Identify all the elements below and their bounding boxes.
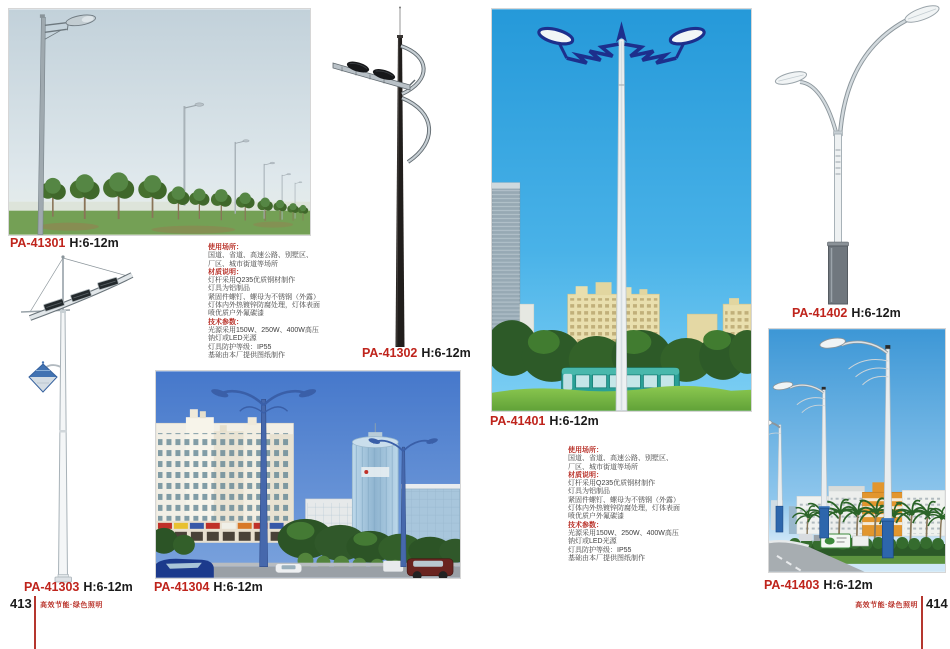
spec-line: 灯具防护等级：IP55 xyxy=(208,343,272,351)
spec-line: 钠灯或LED光源 xyxy=(208,335,257,343)
spec-line: 灯具为铝制品 xyxy=(568,488,610,496)
spec-line: 灯具为铝制品 xyxy=(208,285,250,293)
arc-lamps xyxy=(43,277,118,311)
product-height: H:6-12m xyxy=(83,580,133,594)
spec-tech-title: 技术参数： xyxy=(208,318,243,326)
spec-line: 国道、省道、高速公路、别墅区、 xyxy=(208,252,313,260)
spec-tech-title: 技术参数： xyxy=(568,521,603,529)
avenue-lamps-illustration xyxy=(769,329,945,572)
spec-line: 灯杆采用Q235优质钢材制作 xyxy=(568,480,656,488)
footer-divider-left xyxy=(34,596,36,649)
city-street-illustration xyxy=(156,371,460,578)
stay-cable xyxy=(63,258,131,277)
pa41301-label xyxy=(10,236,119,250)
pa41301-photo xyxy=(8,8,311,236)
teardrop-lamp-right xyxy=(903,4,941,26)
curved-arm-lamp-illustration xyxy=(770,4,950,306)
footer-divider-right xyxy=(921,596,923,649)
spec-line: 光源采用150W、250W、400W高压 xyxy=(568,529,679,537)
spec-line: 紧固件螺钉、螺母为不锈钢（外露） xyxy=(208,293,320,301)
pa41303-product-image xyxy=(10,250,155,583)
white-pole xyxy=(59,310,68,578)
pa41401-label xyxy=(490,414,599,428)
spec-text-right xyxy=(568,447,720,563)
product-height: H:6-12m xyxy=(69,236,119,250)
spec-material-title: 材质说明： xyxy=(208,268,243,276)
spec-line: 光源采用150W、250W、400W高压 xyxy=(208,326,319,334)
spec-line: 基础由本厂提供图纸制作 xyxy=(568,554,645,562)
spec-material-title: 材质说明： xyxy=(568,471,603,479)
product-height: H:6-12m xyxy=(823,578,873,592)
pa41401-photo xyxy=(491,8,752,412)
pa41403-photo xyxy=(768,328,946,573)
spec-line: 灯具防护等级：IP55 xyxy=(568,546,632,554)
spec-line: 喷优质户外氟碳漆 xyxy=(568,513,624,521)
spec-line: 灯杆采用Q235优质钢材制作 xyxy=(208,277,296,285)
product-height: H:6-12m xyxy=(421,346,471,360)
spec-line: 厂区、城市街道等场所 xyxy=(208,260,278,268)
spec-line: 灯体内外热镀锌防腐处理，灯体表面 xyxy=(568,505,680,513)
page-number-left: 413 xyxy=(10,596,32,611)
product-height: H:6-12m xyxy=(851,306,901,320)
arc-arm-lamp-illustration xyxy=(10,250,155,583)
spec-line: 灯体内外热镀锌防腐处理，灯体表面 xyxy=(208,302,320,310)
spec-text-left xyxy=(208,244,360,360)
product-code: PA-41303 xyxy=(24,580,80,594)
pa41302-label xyxy=(362,346,471,360)
pa41403-label xyxy=(764,578,873,592)
curved-arms xyxy=(800,17,913,136)
footer-slogan-left: 高效节能·绿色照明 xyxy=(40,602,103,609)
spec-line: 紧固件螺钉、螺母为不锈钢（外露） xyxy=(568,496,680,504)
street-lights-row-illustration xyxy=(9,9,310,235)
pa41304-photo xyxy=(155,370,461,579)
spec-line: 厂区、城市街道等场所 xyxy=(568,463,638,471)
pa41402-product-image xyxy=(770,4,950,306)
spec-usage-title: 使用场所： xyxy=(568,447,603,454)
product-height: H:6-12m xyxy=(213,580,263,594)
pa41303-label xyxy=(24,580,133,594)
spec-line: 钠灯或LED光源 xyxy=(568,538,617,546)
product-code: PA-41301 xyxy=(10,236,66,250)
s-curve-arms xyxy=(401,46,429,162)
page-number-right: 414 xyxy=(926,596,948,611)
arrow-top-lamp-illustration xyxy=(492,9,751,411)
product-code: PA-41401 xyxy=(490,414,546,428)
spec-line: 基础由本厂提供图纸制作 xyxy=(208,351,285,359)
spec-line: 国道、省道、高速公路、别墅区、 xyxy=(568,455,673,463)
pa41402-label xyxy=(792,306,901,320)
spec-usage-title: 使用场所： xyxy=(208,244,243,251)
product-code: PA-41304 xyxy=(154,580,210,594)
product-code: PA-41402 xyxy=(792,306,848,320)
pa41304-label xyxy=(154,580,263,594)
product-height: H:6-12m xyxy=(549,414,599,428)
spec-line: 喷优质户外氟碳漆 xyxy=(208,310,264,318)
product-code: PA-41302 xyxy=(362,346,418,360)
footer-slogan-right: 高效节能·绿色照明 xyxy=(855,602,918,609)
product-code: PA-41403 xyxy=(764,578,820,592)
diagonal-lamp-arm xyxy=(333,59,415,90)
